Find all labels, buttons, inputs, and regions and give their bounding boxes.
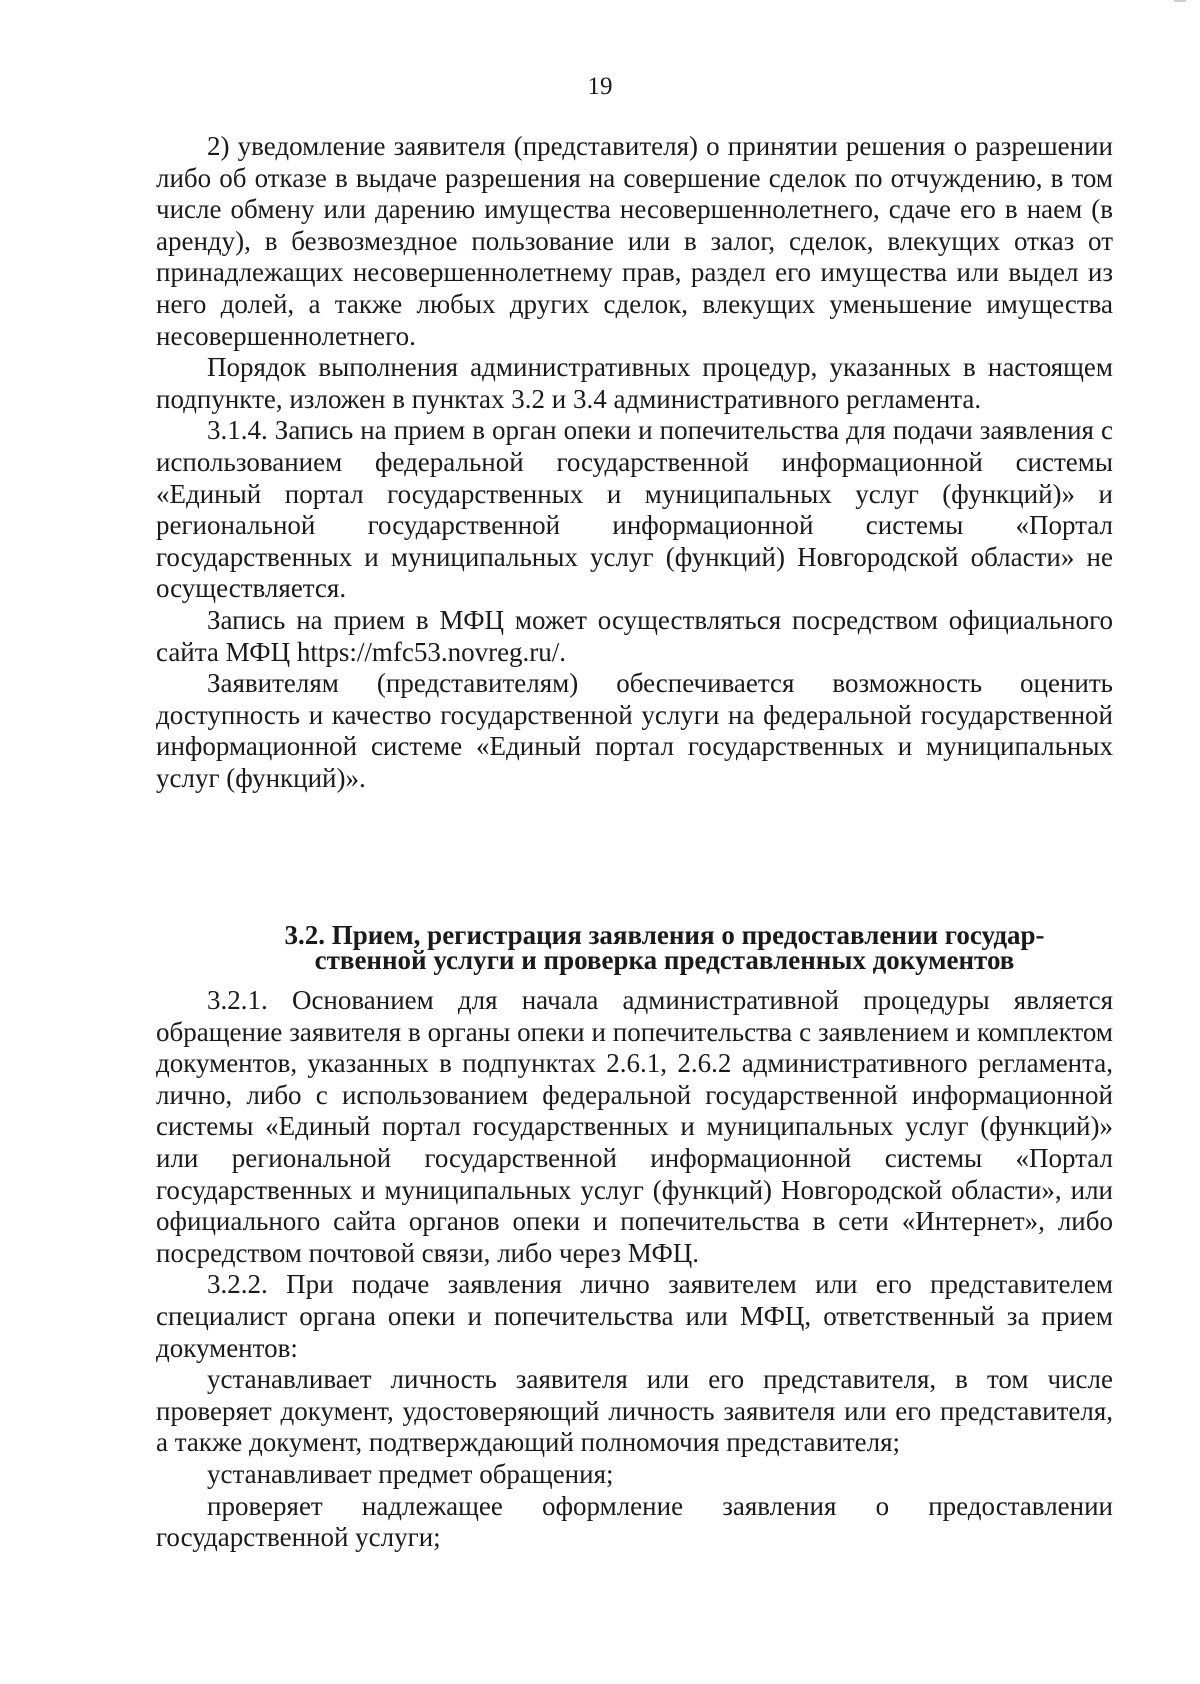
scan-artifact — [1174, 0, 1186, 2]
paragraph-3-2-2: 3.2.2. При подаче заявления лично заявителем или его представителем специалист органа опеки и попечительства или МФЦ, ответственный за прием документов: — [156, 1269, 1113, 1363]
list-item-identity-check: устанавливает личность заявителя или его представителя, в том числе проверяет документ, удостоверяющий личность заявителя или его представителя, а также документ, подтверждающий полномочия представителя; — [156, 1364, 1113, 1458]
paragraph-3-2-1: 3.2.1. Основанием для начала административной процедуры является обращение заявителя в органы опеки и попечительства с заявлением и комплектом документов, указанных в подпунктах 2.6.1, 2.6.2 административного регламента, лично, либо с использованием федеральной государственной информационной системы «Единый портал государственных и муниципальных услуг (функций)» или региональной государственной информационной системы «Портал государственных и муниципальных услуг (функций) Новгородской области», или официального сайта органов опеки и попечительства в сети «Интернет», либо посредством почтовой связи, либо через МФЦ. — [156, 985, 1113, 1268]
page-number: 19 — [587, 73, 613, 100]
section-heading-3-2 — [156, 920, 1113, 975]
paragraph-notification: 2) уведомление заявителя (представителя) о принятии решения о разрешении либо об отказе в выдаче разрешения на совершение сделок по отчуждению, в том числе обмену или дарению имущества несовершеннолетнего, сдаче его в наем (в аренду), в безвозмездное пользование или в залог, сделок, влекущих отказ от принадлежащих несовершеннолетнему прав, раздел его имущества или выдел из него долей, а также любых других сделок, влекущих уменьшение имущества несовершеннолетнего. — [156, 131, 1113, 351]
section-heading-line-2: ственной услуги и проверка представленных документов — [314, 945, 1015, 975]
text-block-top — [156, 131, 1113, 794]
list-item-subject: устанавливает предмет обращения; — [207, 1458, 614, 1489]
paragraph-quality-assessment: Заявителям (представителям) обеспечивается возможность оценить доступность и качество государственной услуги на федеральной государственной информационной системе «Единый портал государственных и муниципальных услуг (функций)». — [156, 668, 1113, 793]
list-item-form-check: проверяет надлежащее оформление заявления о предоставлении государственной услуги; — [156, 1490, 1113, 1553]
section-heading-line-1: 3.2. Прием, регистрация заявления о предоставлении государ- — [284, 920, 1045, 950]
paragraph-3-1-4: 3.1.4. Запись на прием в орган опеки и попечительства для подачи заявления с использованием федеральной государственной информационной системы «Единый портал государственных и муниципальных услуг (функций)» и региональной государственной информационной системы «Портал государственных и муниципальных услуг (функций) Новгородской области» не осуществляется. — [156, 415, 1113, 604]
text-block-bottom — [156, 985, 1113, 1554]
paragraph-mfc-appointment: Запись на прием в МФЦ может осуществляться посредством официального сайта МФЦ https://mfc53.novreg.ru/. — [156, 604, 1113, 667]
paragraph-procedure-order: Порядок выполнения административных процедур, указанных в настоящем подпункте, изложен в пунктах 3.2 и 3.4 административного регламента. — [156, 352, 1113, 414]
